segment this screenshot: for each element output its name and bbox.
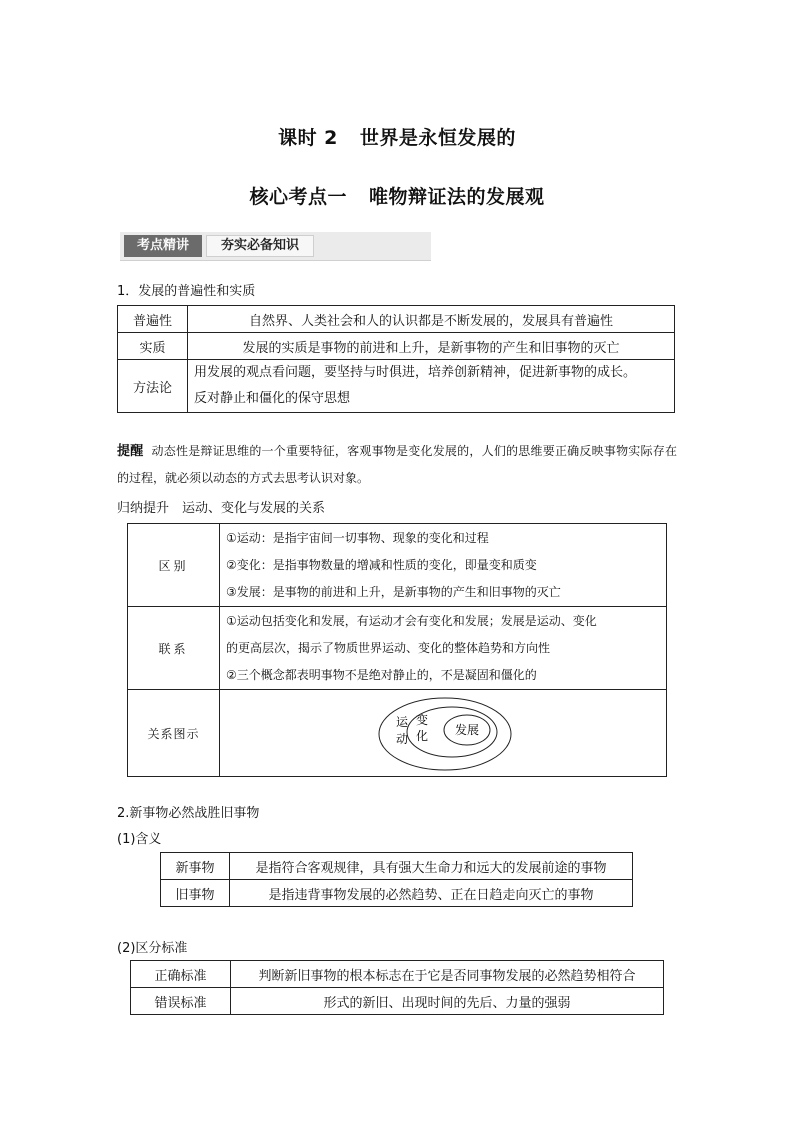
row-content: 形式的新旧、出现时间的先后、力量的强弱 (231, 988, 664, 1015)
table-row (118, 333, 675, 360)
criteria-table (130, 960, 664, 1015)
row-content: ①运动：是指宇宙间一切事物、现象的变化和过程 ②变化：是指事物数量的增减和性质的变化，即量变和质变 ③发展：是事物的前进和上升，是新事物的产生和旧事物的灭亡 (220, 524, 667, 607)
table-row (131, 961, 664, 988)
summary-heading: 归纳提升 运动、变化与发展的关系 (117, 501, 326, 516)
point1-heading: 1．发展的普遍性和实质 (117, 284, 256, 299)
table-row (118, 360, 675, 413)
point2-heading: 2.新事物必然战胜旧事物 (117, 806, 260, 821)
section-title: 核心考点一 唯物辩证法的发展观 (249, 186, 545, 208)
inner-label: 发展 (454, 723, 480, 737)
row-label: 新事物 (161, 853, 230, 880)
tip-note: 提醒 动态性是辩证思维的一个重要特征，客观事物是变化发展的，人们的思维要正确反映事物实际存在的过程，就必须以动态的方式去思考认识对象。 (117, 444, 677, 485)
point2-sub2-heading: (2)区分标准 (117, 941, 188, 956)
summary-table (127, 523, 667, 777)
row-content: ①运动包括变化和发展，有运动才会有变化和发展；发展是运动、变化 的更高层次，揭示了物质世界运动、变化的整体趋势和方向性 ②三个概念都表明事物不是绝对静止的，不是凝固和僵化的 (220, 607, 667, 690)
table-row (161, 880, 633, 907)
row-label: 关系图示 (128, 690, 220, 777)
middle-label-bottom: 化 (416, 729, 429, 743)
lesson-title: 课时 2 世界是永恒发展的 (278, 127, 516, 149)
meaning-table (160, 852, 633, 907)
row-label: 联系 (128, 607, 220, 690)
point2-sub1-heading: (1)含义 (117, 832, 162, 847)
row-label: 正确标准 (131, 961, 231, 988)
banner-text: 夯实必备知识 (206, 235, 314, 257)
section-banner (120, 232, 431, 261)
table-row (128, 607, 667, 690)
table-row (118, 306, 675, 333)
table-row (161, 853, 633, 880)
middle-label-top: 变 (416, 713, 429, 727)
table-row (128, 524, 667, 607)
outer-label-bottom: 动 (396, 732, 409, 746)
row-label: 普遍性 (118, 306, 188, 333)
diagram-cell (220, 690, 667, 777)
relationship-diagram (220, 690, 666, 776)
row-label: 方法论 (118, 360, 188, 413)
row-content: 是指违背事物发展的必然趋势、正在日趋走向灭亡的事物 (230, 880, 633, 907)
row-label: 旧事物 (161, 880, 230, 907)
table-row (131, 988, 664, 1015)
row-content: 判断新旧事物的根本标志在于它是否同事物发展的必然趋势相符合 (231, 961, 664, 988)
row-label: 实质 (118, 333, 188, 360)
point1-table (117, 305, 675, 413)
table-row (128, 690, 667, 777)
row-label: 错误标准 (131, 988, 231, 1015)
banner-tag: 考点精讲 (124, 235, 202, 257)
row-label: 区别 (128, 524, 220, 607)
row-content: 用发展的观点看问题，要坚持与时俱进，培养创新精神，促进新事物的成长。 反对静止和僵化的保守思想 (188, 360, 675, 413)
row-content: 自然界、人类社会和人的认识都是不断发展的，发展具有普遍性 (188, 306, 675, 333)
row-content: 是指符合客观规律，具有强大生命力和远大的发展前途的事物 (230, 853, 633, 880)
outer-label-top: 运 (396, 715, 409, 729)
row-content: 发展的实质是事物的前进和上升，是新事物的产生和旧事物的灭亡 (188, 333, 675, 360)
